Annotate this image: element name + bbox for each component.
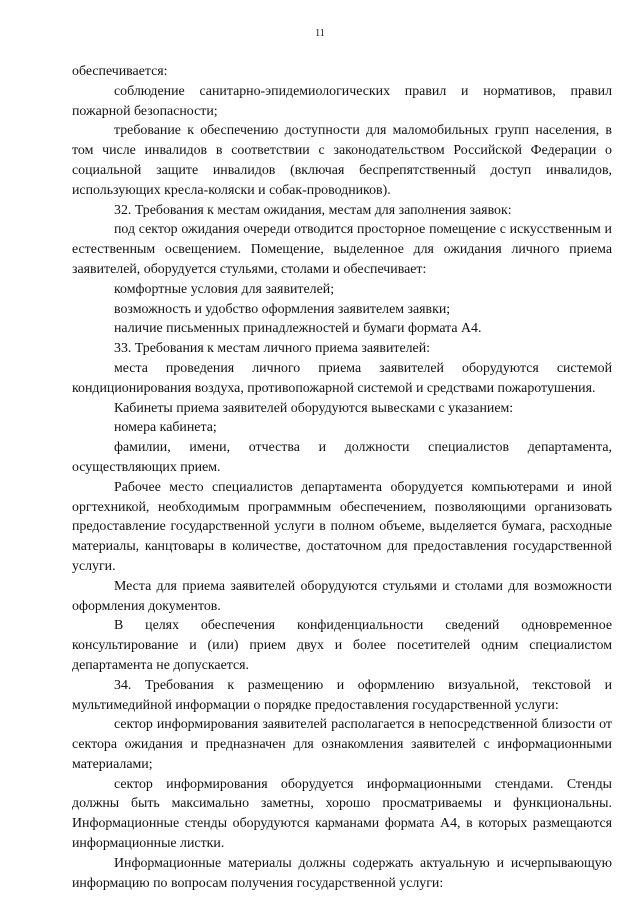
paragraph: Рабочее место специалистов департамента оборудуется компьютерами и иной оргтехникой, необходимым программным обеспечением, позволяющими организовать предоставление государственной услуги в полном объеме, выделяется бумага, расходные материалы, канцтовары в количестве, достаточном для предоставления государственной услуги. — [72, 479, 612, 574]
paragraph: соблюдение санитарно-эпидемиологических правил и нормативов, правил пожарной безопасности; — [72, 83, 612, 119]
paragraph: 33. Требования к местам личного приема заявителей: — [114, 341, 431, 357]
paragraph: наличие письменных принадлежностей и бумаги формата А4. — [114, 321, 482, 337]
paragraph: сектор информирования заявителей располагается в непосредственной близости от сектора ожидания и предназначен для ознакомления заявителей с информационными материалами; — [72, 717, 612, 772]
paragraph: Кабинеты приема заявителей оборудуются вывесками с указанием: — [114, 400, 514, 416]
paragraph: фамилии, имени, отчества и должности специалистов департамента, осуществляющих прием. — [72, 440, 612, 475]
paragraph: обеспечивается: — [72, 64, 168, 79]
page-number: 11 — [315, 28, 325, 39]
paragraph: места проведения личного приема заявителей оборудуются системой кондиционирования воздуха, противопожарной системой и средствами пожаротушения. — [72, 360, 612, 396]
paragraph: Информационные материалы должны содержать актуальную и исчерпывающую информацию по вопросам получения государственной услуги: — [72, 855, 612, 891]
paragraph: номера кабинета; — [114, 420, 217, 436]
document-body — [72, 62, 612, 893]
paragraph: сектор информирования оборудуется информационными стендами. Стенды должны быть максимально заметны, хорошо просматриваемы и функциональны. Информационные стенды оборудуются карманами формата А4, в которых размещаются информационные листки. — [72, 776, 612, 852]
paragraph: 34. Требования к размещению и оформлению визуальной, текстовой и мультимедийной информации о порядке предоставления государственной услуги: — [72, 677, 612, 713]
paragraph: Места для приема заявителей оборудуются стульями и столами для возможности оформления документов. — [72, 578, 612, 614]
paragraph: В целях обеспечения конфиденциальности сведений одновременное консультирование и (или) прием двух и более посетителей одним специалистом департамента не допускается. — [72, 618, 612, 673]
paragraph: 32. Требования к местам ожидания, местам для заполнения заявок: — [114, 202, 512, 218]
paragraph: комфортные условия для заявителей; — [114, 281, 335, 297]
paragraph: требование к обеспечению доступности для маломобильных групп населения, в том числе инвалидов в соответствии с законодательством Российской Федерации о социальной защите инвалидов (включая беспрепятственный доступ инвалидов, использующих кресла-коляски и собак-проводников). — [72, 123, 612, 198]
paragraph: возможность и удобство оформления заявителем заявки; — [114, 301, 451, 317]
paragraph: под сектор ожидания очереди отводится просторное помещение с искусственным и естественным освещением. Помещение, выделенное для ожидания личного приема заявителей, оборудуется стульями, столами и обеспечивает: — [72, 222, 612, 277]
